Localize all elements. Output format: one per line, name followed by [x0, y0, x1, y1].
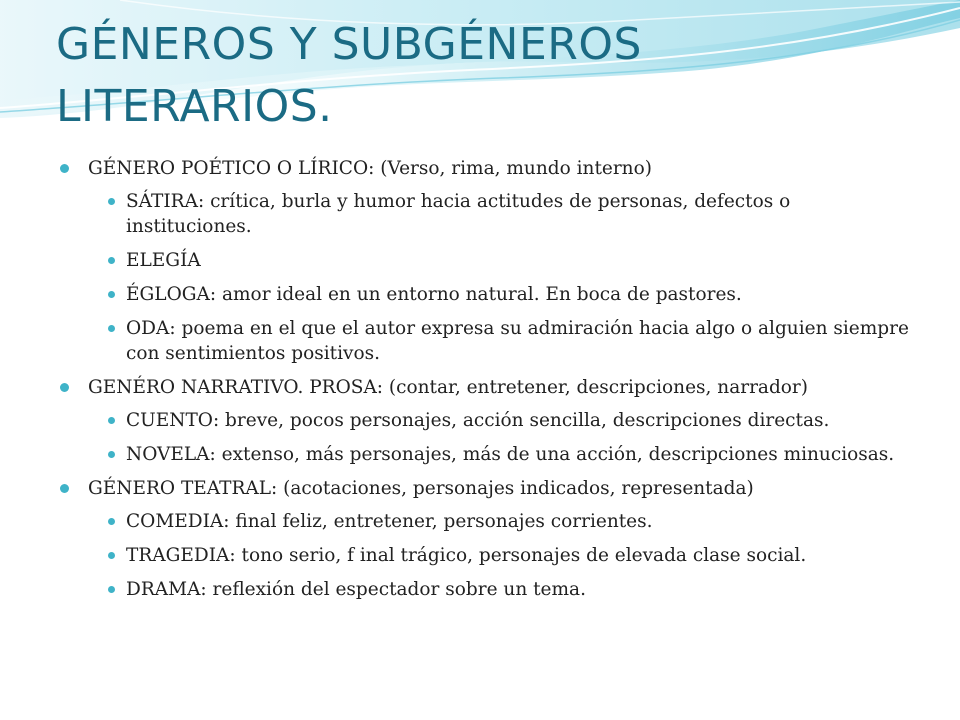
subgenre-text: ÉGLOGA: amor ideal en un entorno natural. En boca de pastores.: [126, 284, 742, 305]
bullet-icon: [108, 518, 115, 525]
subgenre-text: ELEGÍA: [126, 250, 201, 271]
bullet-icon: [108, 451, 115, 458]
list-item: [88, 282, 920, 307]
list-item: [88, 442, 920, 467]
bullet-icon: [60, 484, 69, 493]
genre-list: [60, 156, 920, 602]
bullet-icon: [108, 552, 115, 559]
subgenre-text: TRAGEDIA: tono serio, f inal trágico, personajes de elevada clase social.: [126, 545, 807, 566]
list-item: [60, 476, 920, 602]
subgenre-text: DRAMA: reflexión del espectador sobre un tema.: [126, 579, 586, 600]
subgenre-text: CUENTO: breve, pocos personajes, acción sencilla, descripciones directas.: [126, 410, 830, 431]
subgenre-text: NOVELA: extenso, más personajes, más de una acción, descripciones minuciosas.: [126, 444, 895, 465]
subgenre-list: [88, 189, 920, 366]
genre-heading: GÉNERO TEATRAL: (acotaciones, personajes indicados, representada): [88, 478, 754, 499]
list-item: [88, 577, 920, 602]
list-item: [88, 189, 920, 239]
list-item: [88, 408, 920, 433]
bullet-icon: [108, 257, 115, 264]
list-item: [60, 156, 920, 366]
subgenre-text: COMEDIA: final feliz, entretener, personajes corrientes.: [126, 511, 653, 532]
list-item: [60, 375, 920, 467]
bullet-icon: [108, 198, 115, 205]
list-item: [88, 509, 920, 534]
page-title: GÉNEROS Y SUBGÉNEROS LITERARIOS.: [56, 19, 642, 132]
subgenre-list: [88, 509, 920, 602]
genre-heading: GÉNERO POÉTICO O LÍRICO: (Verso, rima, mundo interno): [88, 158, 652, 179]
bullet-icon: [60, 164, 69, 173]
subgenre-text: ODA: poema en el que el autor expresa su admiración hacia algo o alguien siempre con sentimientos positivos.: [126, 318, 909, 364]
subgenre-list: [88, 408, 920, 467]
list-item: [88, 543, 920, 568]
list-item: [88, 316, 920, 366]
bullet-icon: [108, 586, 115, 593]
subgenre-text: SÁTIRA: crítica, burla y humor hacia actitudes de personas, defectos o instituciones.: [126, 191, 791, 237]
bullet-icon: [108, 417, 115, 424]
genre-heading: GENÉRO NARRATIVO. PROSA: (contar, entretener, descripciones, narrador): [88, 377, 808, 398]
content-area: [60, 156, 920, 611]
bullet-icon: [108, 291, 115, 298]
bullet-icon: [108, 325, 115, 332]
bullet-icon: [60, 383, 69, 392]
list-item: [88, 248, 920, 273]
